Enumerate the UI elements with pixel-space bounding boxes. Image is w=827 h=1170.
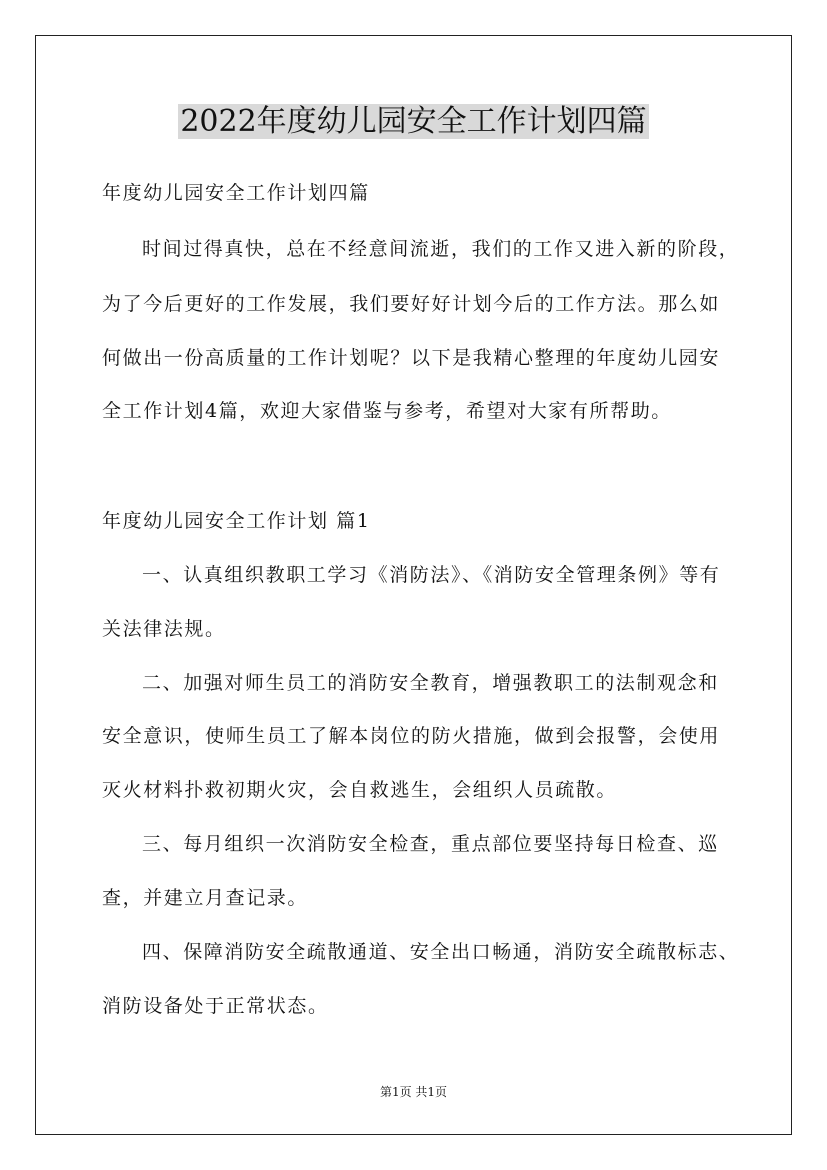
intro-line: 何做出一份高质量的工作计划呢？以下是我精心整理的年度幼儿园安 xyxy=(102,347,721,369)
item-1-line: 一、认真组织教职工学习《消防法》、《消防安全管理条例》等有 xyxy=(142,564,721,586)
item-2-line: 灭火材料扑救初期火灾，会自救逃生，会组织人员疏散。 xyxy=(102,779,618,801)
item-4-line: 四、保障消防安全疏散通道、安全出口畅通，消防安全疏散标志、 xyxy=(142,941,740,963)
intro-line: 为了今后更好的工作发展，我们要好好计划今后的工作方法。那么如 xyxy=(102,293,721,315)
item-3-line: 查，并建立月查记录。 xyxy=(102,887,309,909)
item-2-line: 二、加强对师生员工的消防安全教育，增强教职工的法制观念和 xyxy=(142,672,719,694)
document-title-text: 2022年度幼儿园安全工作计划四篇 xyxy=(180,104,647,139)
document-title xyxy=(0,100,827,144)
page-footer: 第1页 共1页 xyxy=(379,1085,448,1099)
item-2-line: 安全意识，使师生员工了解本岗位的防火措施，做到会报警，会使用 xyxy=(102,725,721,747)
subtitle: 年度幼儿园安全工作计划四篇 xyxy=(102,182,370,204)
intro-line: 全工作计划4篇，欢迎大家借鉴与参考，希望对大家有所帮助。 xyxy=(102,400,672,422)
item-3-line: 三、每月组织一次消防安全检查，重点部位要坚持每日检查、巡 xyxy=(142,833,719,855)
item-4-line: 消防设备处于正常状态。 xyxy=(102,995,329,1017)
item-1-line: 关法律法规。 xyxy=(102,618,226,640)
intro-line: 时间过得真快，总在不经意间流逝，我们的工作又进入新的阶段， xyxy=(142,238,740,260)
section-heading: 年度幼儿园安全工作计划 篇1 xyxy=(102,510,371,532)
